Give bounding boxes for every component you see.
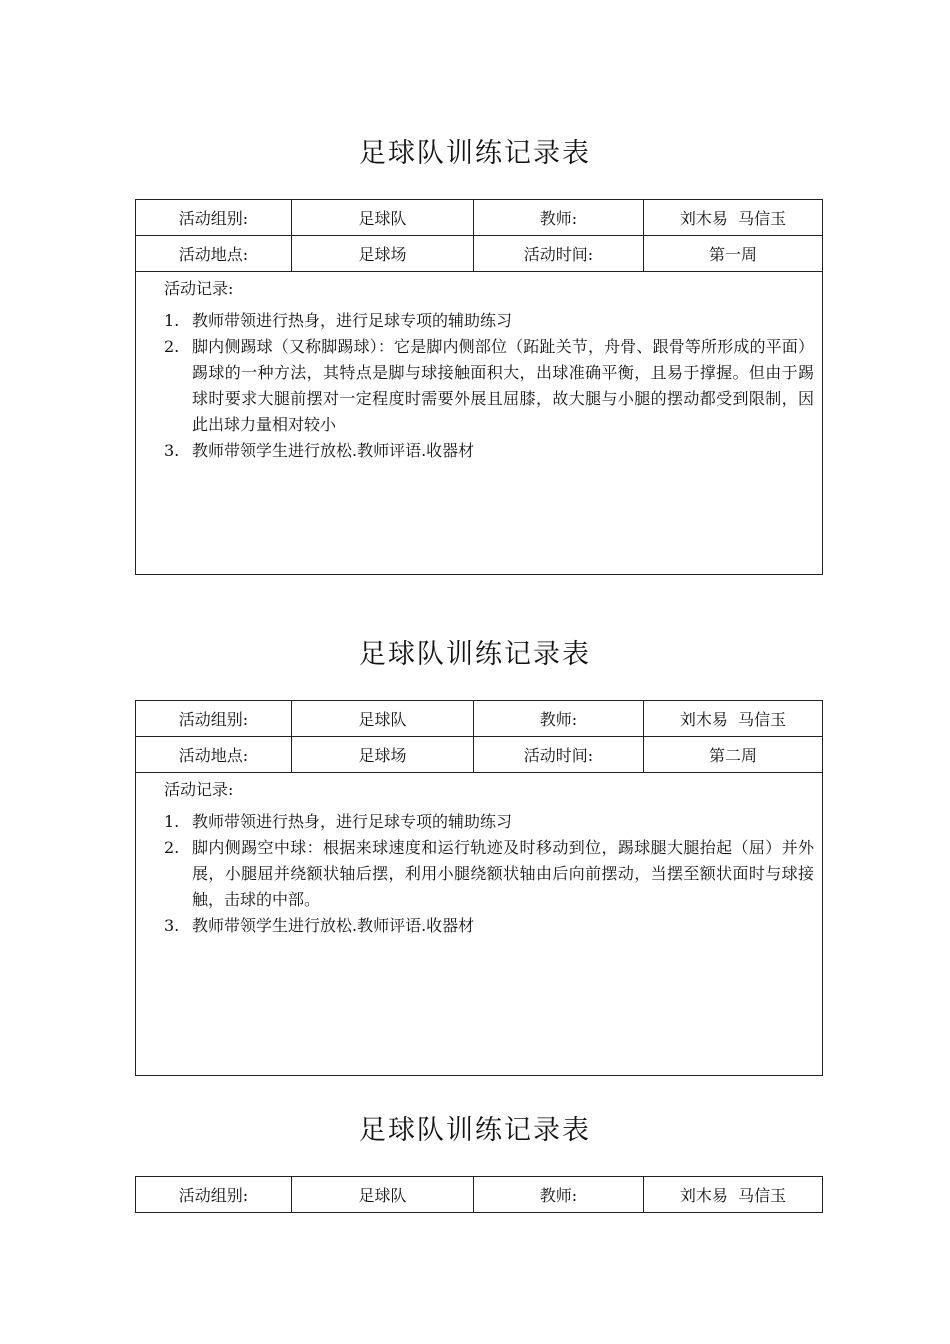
item-text: 脚内侧踢球（又称脚踢球）：它是脚内侧部位（跖趾关节，舟骨、跟骨等所形成的平面）踢球的一种方法，其特点是脚与球接触面积大，出球准确平衡，且易于撑握。但由于踢球时要求大腿前摆对一定程度时需要外展且屈膝，故大腿与小腿的摆动都受到限制，因此出球力量相对较小	[192, 337, 814, 434]
list-item	[164, 835, 814, 913]
teacher-label: 教师:	[474, 701, 644, 737]
teacher-value: 刘木易 马信玉	[644, 1177, 823, 1213]
item-number: 1.	[164, 311, 180, 330]
record-list	[164, 308, 814, 464]
teacher-label: 教师:	[474, 200, 644, 236]
place-label: 活动地点:	[136, 737, 292, 773]
training-record-table	[135, 1176, 823, 1213]
activity-record-cell	[136, 272, 823, 575]
place-value: 足球场	[292, 236, 474, 272]
activity-record-cell	[136, 773, 823, 1076]
item-number: 2.	[164, 838, 180, 857]
time-label: 活动时间:	[474, 737, 644, 773]
item-text: 教师带领学生进行放松.教师评语.收器材	[192, 441, 475, 460]
record-label: 活动记录:	[164, 279, 234, 298]
item-text: 脚内侧踢空中球：根据来球速度和运行轨迹及时移动到位，踢球腿大腿抬起（屈）并外展，小腿屈并绕额状轴后摆，利用小腿绕额状轴由后向前摆动，当摆至额状面时与球接触，击球的中部。	[192, 838, 814, 909]
group-label: 活动组别:	[136, 1177, 292, 1213]
list-item	[164, 913, 814, 939]
teacher-label: 教师:	[474, 1177, 644, 1213]
place-label: 活动地点:	[136, 236, 292, 272]
training-record-table	[135, 700, 823, 1076]
list-item	[164, 308, 814, 334]
list-item	[164, 334, 814, 438]
record-label: 活动记录:	[164, 780, 234, 799]
form-title: 足球队训练记录表	[359, 138, 591, 169]
item-text: 教师带领进行热身，进行足球专项的辅助练习	[192, 311, 513, 330]
group-label: 活动组别:	[136, 701, 292, 737]
item-number: 3.	[164, 916, 180, 935]
item-number: 3.	[164, 441, 180, 460]
time-value: 第二周	[644, 737, 823, 773]
list-item	[164, 809, 814, 835]
form-title: 足球队训练记录表	[359, 639, 591, 670]
record-list	[164, 809, 814, 939]
item-number: 1.	[164, 812, 180, 831]
group-label: 活动组别:	[136, 200, 292, 236]
place-value: 足球场	[292, 737, 474, 773]
group-value: 足球队	[292, 200, 474, 236]
group-value: 足球队	[292, 1177, 474, 1213]
teacher-value: 刘木易 马信玉	[644, 200, 823, 236]
training-record-table	[135, 199, 823, 575]
item-text: 教师带领学生进行放松.教师评语.收器材	[192, 916, 475, 935]
item-number: 2.	[164, 337, 180, 356]
group-value: 足球队	[292, 701, 474, 737]
item-text: 教师带领进行热身，进行足球专项的辅助练习	[192, 812, 513, 831]
list-item	[164, 438, 814, 464]
teacher-value: 刘木易 马信玉	[644, 701, 823, 737]
form-title: 足球队训练记录表	[359, 1115, 591, 1146]
time-value: 第一周	[644, 236, 823, 272]
time-label: 活动时间:	[474, 236, 644, 272]
